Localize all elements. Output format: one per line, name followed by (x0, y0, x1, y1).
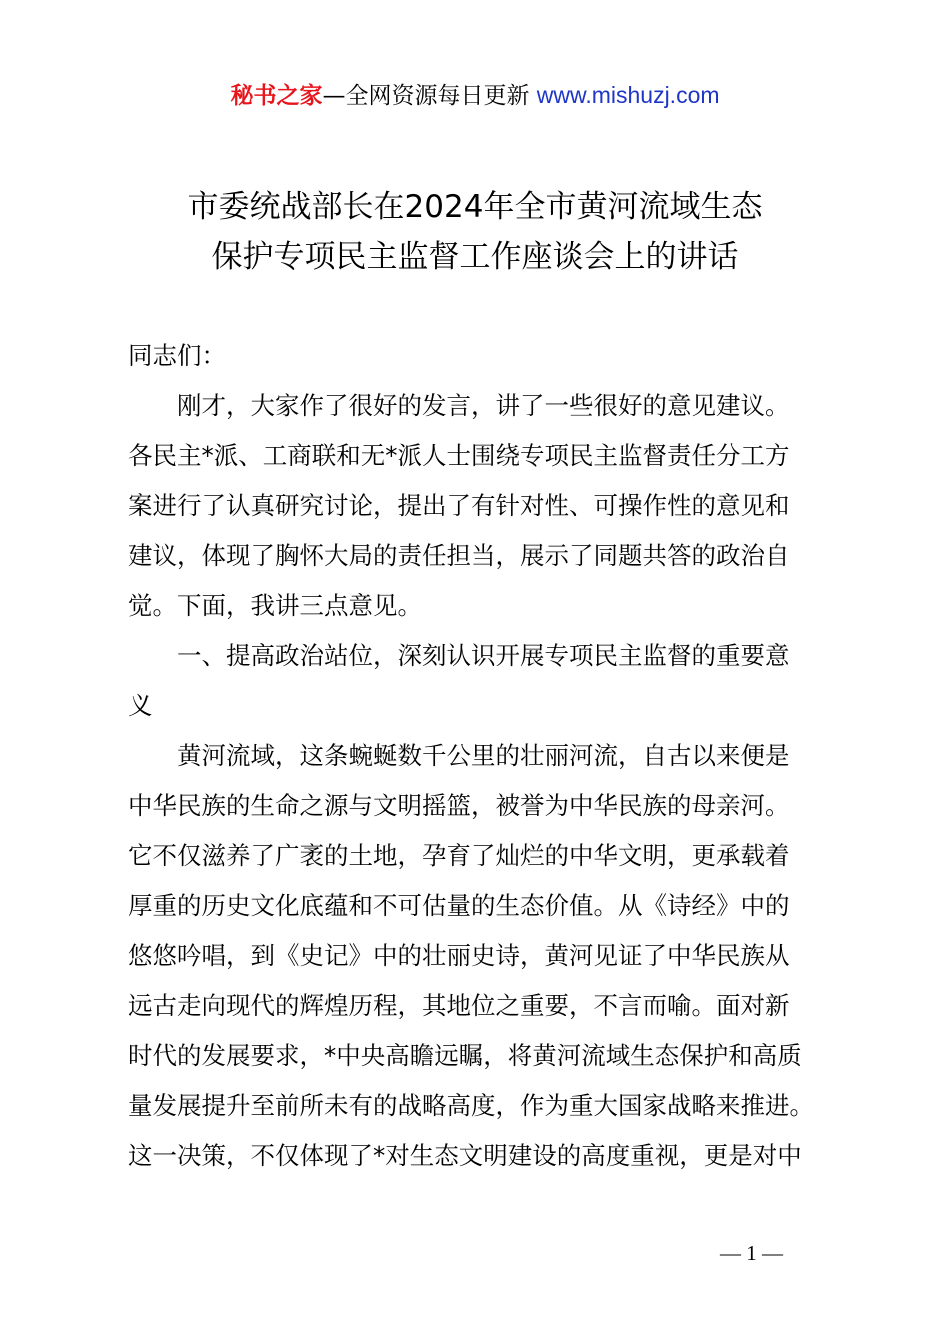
body-line: 它不仅滋养了广袤的土地，孕育了灿烂的中华文明，更承载着 (128, 841, 790, 870)
body-line: 各民主*派、工商联和无*派人士围绕专项民主监督责任分工方 (128, 441, 790, 470)
body-line: 刚才，大家作了很好的发言，讲了一些很好的意见建议。 (128, 391, 790, 420)
page-number: — 1 — (720, 1241, 783, 1265)
body-line: 厚重的历史文化底蕴和不可估量的生态价值。从《诗经》中的 (128, 891, 790, 920)
body-line: 觉。下面，我讲三点意见。 (128, 591, 422, 620)
title-line-1: 市委统战部长在2024年全市黄河流域生态 (187, 189, 763, 225)
body-line: 案进行了认真研究讨论，提出了有针对性、可操作性的意见和 (128, 491, 790, 520)
body-line: 同志们： (128, 341, 226, 370)
body-line: 建议，体现了胸怀大局的责任担当，展示了同题共答的政治自 (128, 541, 790, 570)
body-line: 远古走向现代的辉煌历程，其地位之重要，不言而喻。面对新 (128, 991, 790, 1020)
site-url-link[interactable]: www.mishuzj.com (536, 82, 720, 108)
section-heading-line: 一、提高政治站位，深刻认识开展专项民主监督的重要意 (128, 641, 790, 670)
site-header (0, 78, 950, 113)
body-line: 量发展提升至前所未有的战略高度，作为重大国家战略来推进。 (128, 1091, 814, 1120)
body-line: 时代的发展要求，*中央高瞻远瞩，将黄河流域生态保护和高质 (128, 1041, 802, 1070)
document-title (0, 182, 950, 282)
section-heading-line: 义 (128, 691, 153, 720)
body-line: 这一决策，不仅体现了*对生态文明建设的高度重视，更是对中 (128, 1141, 802, 1170)
body-line: 悠悠吟唱，到《史记》中的壮丽史诗，黄河见证了中华民族从 (128, 941, 790, 970)
document-body (128, 331, 834, 1181)
site-brand: 秘书之家 (230, 83, 323, 109)
body-line: 中华民族的生命之源与文明摇篮，被誉为中华民族的母亲河。 (128, 791, 790, 820)
site-tagline: —全网资源每日更新 (322, 83, 537, 109)
body-line: 黄河流域，这条蜿蜒数千公里的壮丽河流，自古以来便是 (128, 741, 790, 770)
title-line-2: 保护专项民主监督工作座谈会上的讲话 (211, 239, 739, 275)
